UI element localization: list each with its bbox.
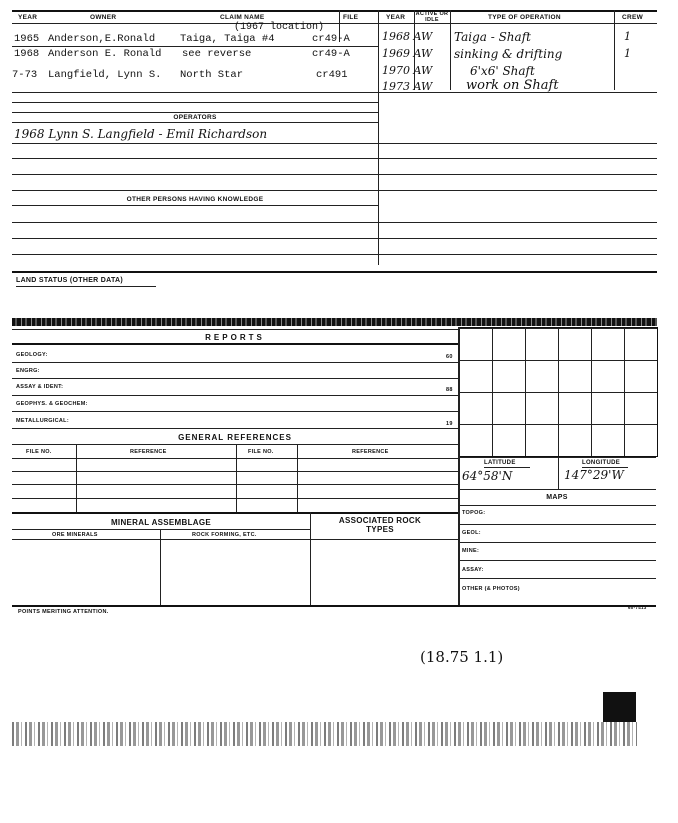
header-owner: OWNER [90,14,117,21]
report-field-assay: ASSAY & IDENT: [16,384,64,390]
section-grid [458,327,658,457]
header-claim-name: CLAIM NAME [220,14,265,21]
latitude-value: 64°58'N [462,469,513,483]
claim-row-file: cr49-A [312,48,350,60]
report-code: 88 [446,387,453,393]
ref-header-file-no: FILE NO. [26,449,52,455]
longitude-value: 147°29'W [564,468,624,482]
header-active-idle: ACTIVE OR IDLE [415,11,449,23]
header-year-2: YEAR [386,14,406,21]
operation-year: 1968 AW [382,30,433,43]
claim-row-file: cr491 [316,69,348,81]
ref-header-reference: REFERENCE [130,449,167,455]
operation-type: Taiga - Shaft [454,30,531,44]
land-status-label: LAND STATUS (OTHER DATA) [16,277,124,284]
mineral-title: MINERAL ASSEMBLAGE [110,518,212,527]
ref-header-file-no: FILE NO. [248,449,274,455]
report-field-geology: GEOLOGY: [16,352,48,358]
form-number: 60-7413 [628,605,647,610]
handwritten-note: (18.75 1.1) [420,648,504,666]
operators-entry: 1968 Lynn S. Langfield - Emil Richardson [14,127,268,141]
maps-field-other: OTHER (& PHOTOS) [462,586,520,592]
report-field-engrg: ENGRG: [16,368,40,374]
maps-field-topog: TOPOG: [462,510,486,516]
scan-noise-band [12,722,637,746]
operation-crew: 1 [624,47,631,60]
report-field-geophys: GEOPHYS. & GEOCHEM: [16,401,88,407]
operation-year: 1970 AW [382,64,433,77]
claim-row-year: 7-73 [12,69,38,81]
operators-title: OPERATORS [173,114,217,121]
ref-header-reference: REFERENCE [352,449,389,455]
maps-field-geol: GEOL: [462,530,481,536]
report-code: 60 [446,354,453,360]
header-file: FILE [343,14,359,21]
claim-row-year: 1968 [14,48,40,60]
latitude-label: LATITUDE [484,460,516,466]
operation-type: work on Shaft [466,78,559,93]
claim-row-year: 1965 [14,33,40,45]
operation-year: 1969 AW [382,47,433,60]
associated-rock-types: ASSOCIATED ROCK TYPES [338,516,422,534]
tear-divider [12,318,657,326]
maps-field-assay: ASSAY: [462,567,484,573]
report-field-metallurgical: METALLURGICAL: [16,418,69,424]
rock-forming-label: ROCK FORMING, ETC. [192,532,257,538]
ore-minerals-label: ORE MINERALS [52,532,98,538]
claim-row-owner: Anderson E. Ronald [48,48,162,60]
header-crew: CREW [622,14,644,21]
claim-row-name: Taiga, Taiga #4 [180,33,275,45]
location-note: (1967 location) [234,22,325,33]
longitude-label: LONGITUDE [582,460,621,466]
black-marker [603,692,636,722]
claim-row-file: cr49-A [312,33,350,45]
maps-field-mine: MINE: [462,548,480,554]
claim-row-name: North Star [180,69,244,81]
header-year: YEAR [18,14,38,21]
report-code: 19 [446,421,453,427]
operation-type: 6'x6' Shaft [470,64,535,78]
reports-title: REPORTS [205,333,265,342]
general-references-title: GENERAL REFERENCES [178,433,292,442]
operation-year: 1973 AW [382,80,433,93]
header-type-operation: TYPE OF OPERATION [488,14,561,21]
claim-row-owner: Langfield, Lynn S. [48,69,162,81]
operation-crew: 1 [624,30,631,43]
knowledge-title: OTHER PERSONS HAVING KNOWLEDGE [126,196,264,203]
claim-row-owner: Anderson,E.Ronald [48,33,156,45]
claim-row-name: see reverse [182,48,252,60]
maps-title: MAPS [546,494,568,501]
points-meriting-attention: POINTS MERITING ATTENTION. [18,609,109,615]
operation-type: sinking & drifting [454,47,563,61]
